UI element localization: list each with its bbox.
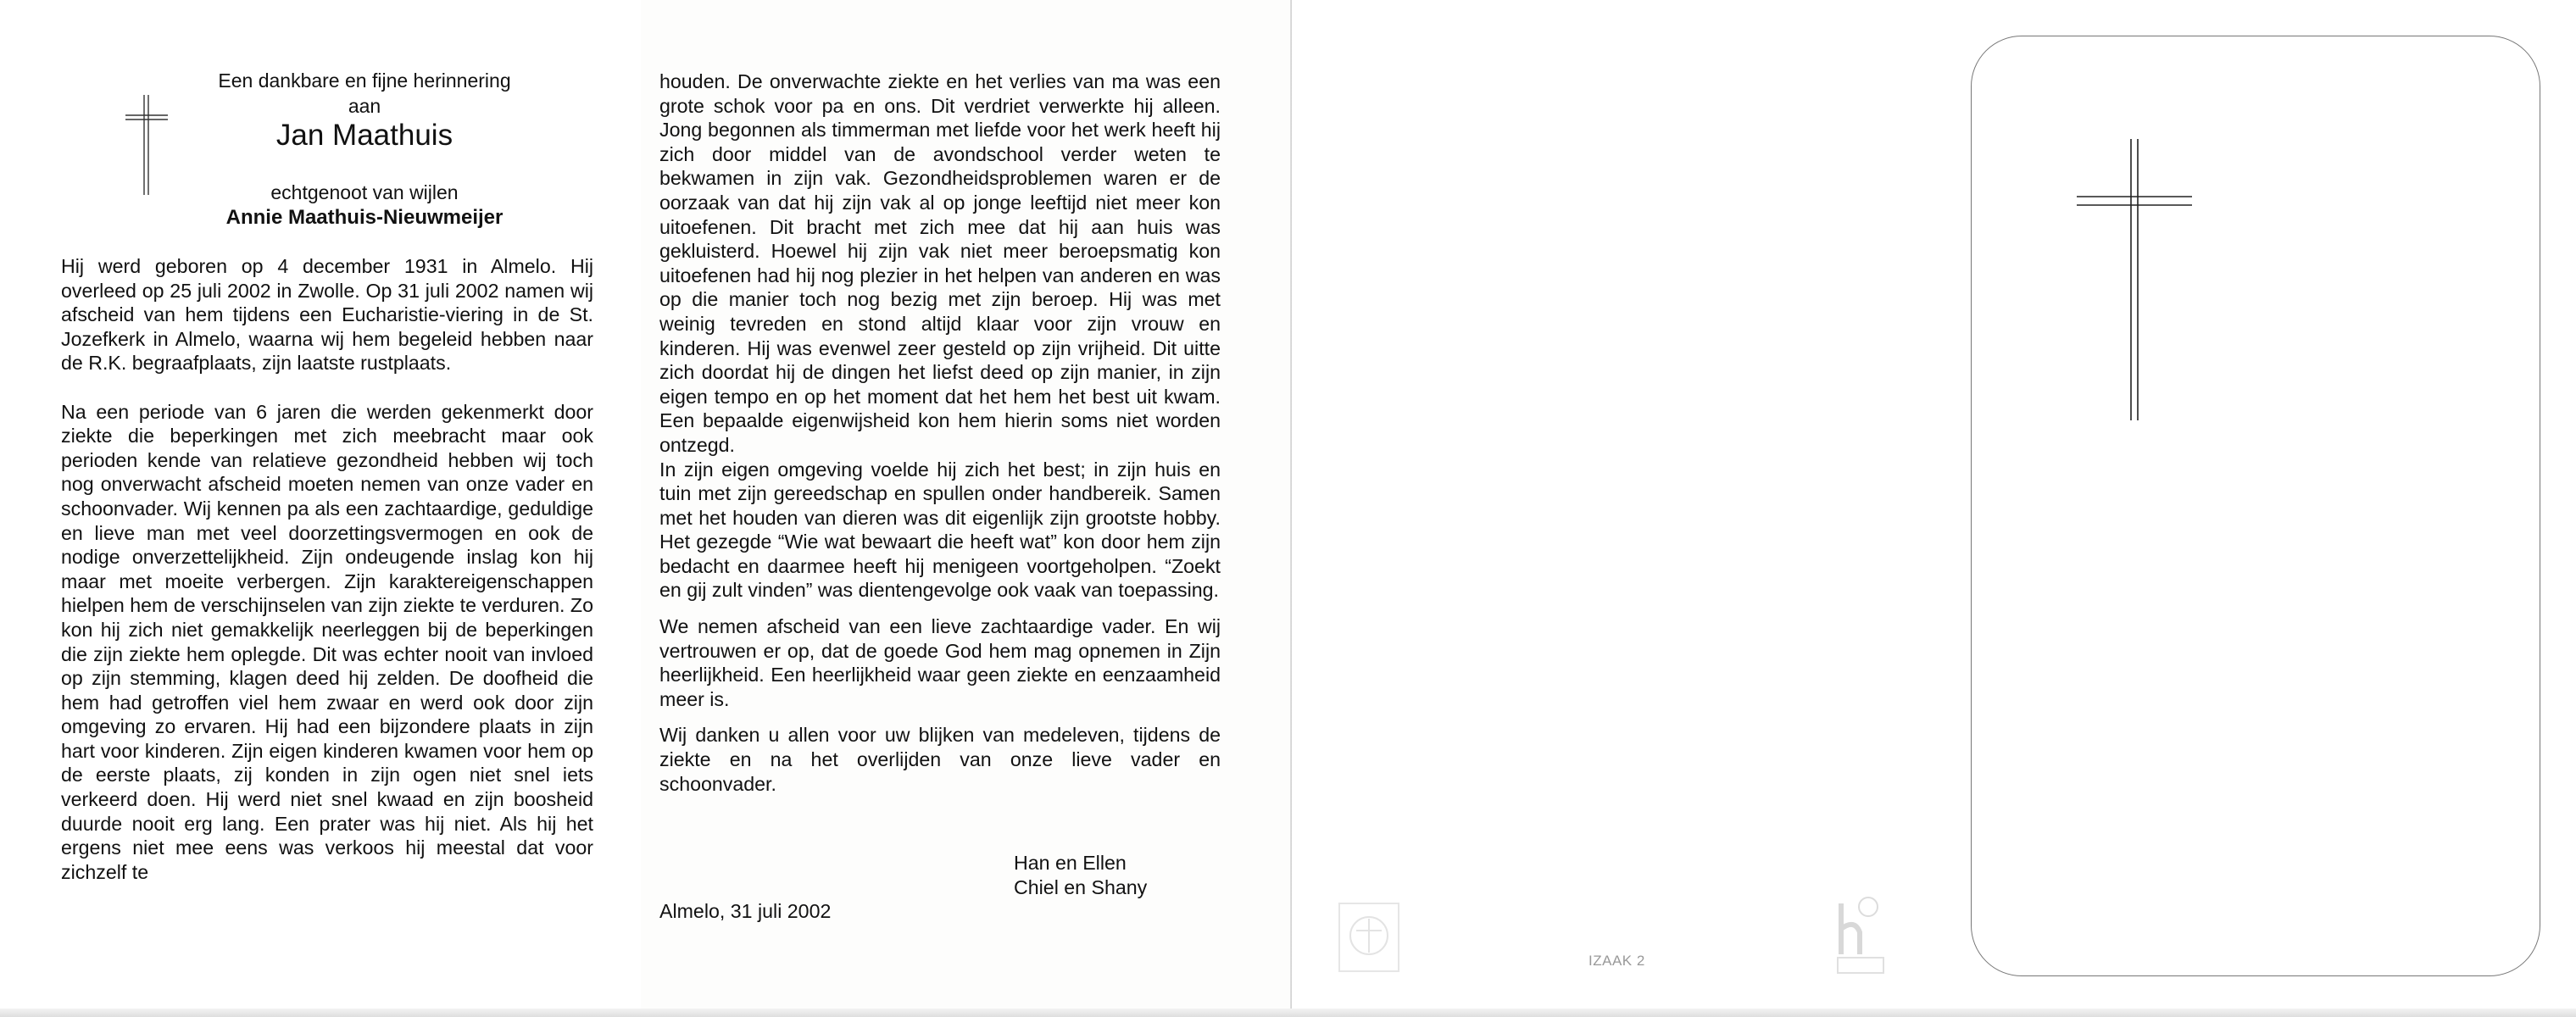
signatories xyxy=(1014,851,1147,900)
paragraph: Hij werd geboren op 4 december 1931 in Almelo. Hij overleed op 25 juli 2002 in Zwolle. Op 31 juli 2002 namen wij afscheid van hem tijdens een Eucharistie-viering in de St. Jozefkerk in Almelo, waarna wij hem begeleid hebben naar de R.K. begraafplaats, zijn laatste rustplaats. xyxy=(61,255,593,375)
paragraph: houden. De onverwachte ziekte en het verlies van ma was een grote schok voor pa en ons. Dit verdriet verwerkte hij alleen. Jong begonnen als timmerman met liefde voor het werk heeft hij zich door middel van de avondschool verder weten te bekwamen in zijn vak. Gezondheidsproblemen waren er de oorzaak van dat hij zijn vak al op jonge leeftijd niet meer kon uitoefenen. Dit bracht met zich mee dat hij aan huis was gekluisterd. Hoewel hij zijn vak niet meer beroepsmatig kon uitoefenen had hij nog plezier in het helpen van anderen en was op die manier toch nog bezig met zijn beroep. Hij was met weinig tevreden en stond altijd klaar voor zijn vrouw en kinderen. Hij was evenwel zeer gesteld op zijn vrijheid. Dit uitte zich doordat hij de dingen het liefst deed op zijn manier, in zijn eigen tempo en op het moment dat het hem het best uit kwam. Een bepaalde eigenwijsheid kon hem hierin soms niet worden ontzegd. In zijn eigen omgeving voelde hij zich het best; in zijn huis en tuin met zijn gereedschap en spullen onder handbereik. Samen met het houden van dieren was dit eigenlijk zijn grootste hobby. Het gezegde “Wie wat bewaart die heeft wat” kon door hem zijn bedacht en daarmee heeft hij menigeen voortgeholpen. “Zoekt en gij zult vinden” was dientengevolge ook vaak van toepassing. xyxy=(659,70,1221,602)
paragraph: Wij danken u allen voor uw blijken van medeleven, tijdens de ziekte en na het overlijden van onze lieve vader en schoonvader. xyxy=(659,724,1221,795)
paragraph: We nemen afscheid van een lieve zachtaardige vader. En wij vertrouwen er op, dat de goede God hem mag opnemen in Zijn heerlijkheid. Een heerlijkheid waar geen ziekte en eenzaamheid meer is. xyxy=(659,615,1221,710)
biography-text-middle xyxy=(659,69,1221,796)
cross-icon xyxy=(125,95,168,195)
print-code: IZAAK 2 xyxy=(1588,953,1645,969)
printer-emblem-icon xyxy=(1338,902,1400,973)
intro-line: Een dankbare en fijne herinnering aan xyxy=(218,69,511,117)
paper-edge xyxy=(0,1009,2576,1017)
rounded-frame xyxy=(1971,36,2540,976)
spouse-label: echtgenoot van wijlen xyxy=(270,181,459,203)
spouse-name: Annie Maathuis-Nieuwmeijer xyxy=(225,206,504,229)
printer-logo-icon xyxy=(1834,895,1887,976)
signer: Chiel en Shany xyxy=(1014,876,1148,898)
place-and-date: Almelo, 31 juli 2002 xyxy=(659,900,832,922)
biography-text-left xyxy=(61,254,593,884)
cross-icon xyxy=(2077,139,2192,420)
deceased-name: Jan Maathuis xyxy=(275,119,453,152)
paragraph: Na een periode van 6 jaren die werden gekenmerkt door ziekte die beperkingen met zich meebracht maar ook perioden kende van relatieve gezondheid hebben wij toch nog onverwacht afscheid moeten nemen van onze vader en schoonvader. Wij kennen pa als een zachtaardige, geduldige en lieve man met veel doorzettingsvermogen en ook de nodige onverzettelijkheid. Zijn ondeugende inslag kon hij maar met moeite verbergen. Zijn karaktereigenschappen hielpen hem de verschijnselen van zijn ziekte te verduren. Zo kon hij zich niet gemakkelijk neerleggen bij de beperkingen die zijn ziekte hem oplegde. Dit was echter nooit van invloed op zijn stemming, klagen deed hij zelden. De doofheid die hem had getroffen viel hem zwaar en werd ook door zijn omgeving zo ervaren. Hij had een bijzondere plaats in zijn hart voor kinderen. Zijn eigen kinderen kwamen voor hem op de eerste plaats, zij konden in zijn ogen niet snel iets verkeerd doen. Hij werd niet snel kwaad en zijn boosheid duurde nooit erg lang. Een prater was hij niet. Als hij het ergens niet mee eens was verkoos hij meestal dat voor zichzelf te xyxy=(61,400,593,883)
signer: Han en Ellen xyxy=(1014,852,1127,874)
